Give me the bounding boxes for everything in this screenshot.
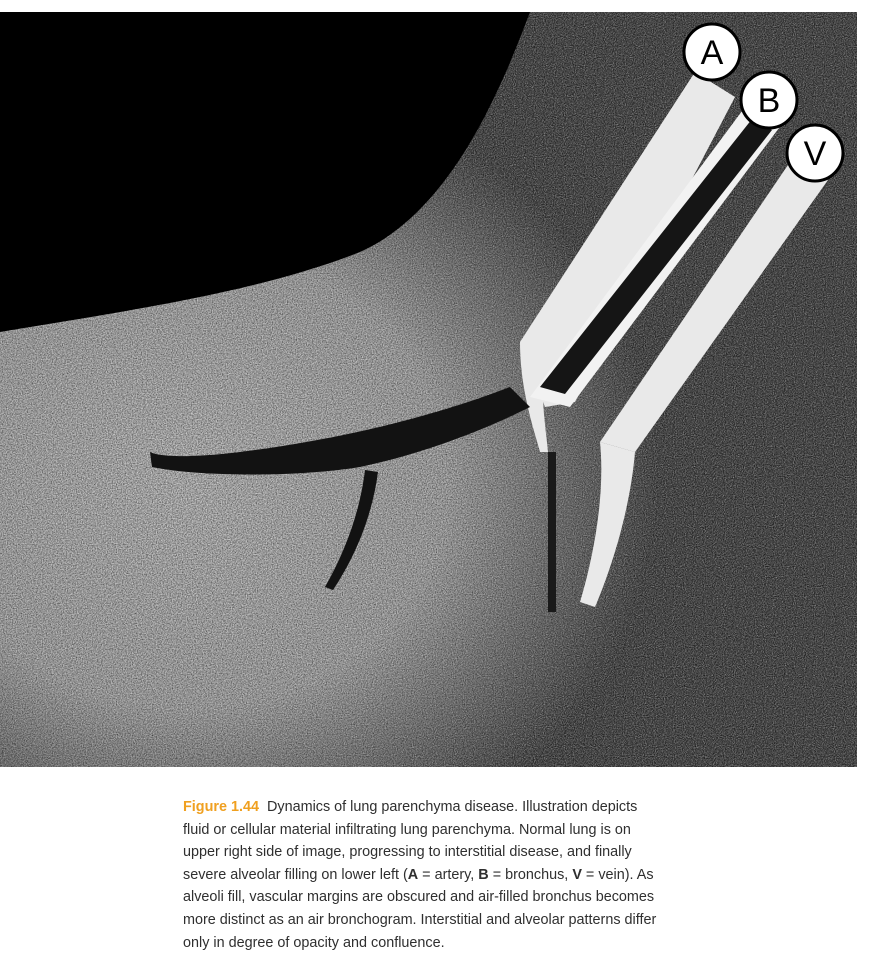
label-artery <box>684 24 740 80</box>
svg-text:B: B <box>757 82 781 120</box>
caption-text-2: = vein). As alveoli fill, vascular margins are obscured and air-filled bronchus becomes more distinct as an air bronchogram. Interstitial and alveolar patterns differ only in degree of opacity and confluence. <box>183 866 657 951</box>
svg-text:V: V <box>803 135 827 173</box>
caption-desc-b: = bronchus, <box>488 866 573 883</box>
lung-illustration <box>0 12 857 767</box>
caption-key-a: A <box>407 866 419 883</box>
caption-key-v: V <box>572 866 582 883</box>
caption-text-1: Dynamics of lung parenchyma disease. Illustration depicts fluid or cellular material infiltrating lung parenchyma. Normal lung is on upper right side of image, progressing to interstitial disease, and finally severe alveolar filling on lower left ( <box>183 799 638 883</box>
label-vein <box>787 125 843 181</box>
svg-text:A: A <box>700 34 724 72</box>
figure-caption <box>183 796 661 954</box>
lung-illustration-svg <box>0 12 857 767</box>
label-bronchus <box>741 72 797 128</box>
caption-key-b: B <box>478 866 489 883</box>
caption-desc-a: = artery, <box>418 866 479 883</box>
figure-label: Figure 1.44 <box>183 799 259 815</box>
